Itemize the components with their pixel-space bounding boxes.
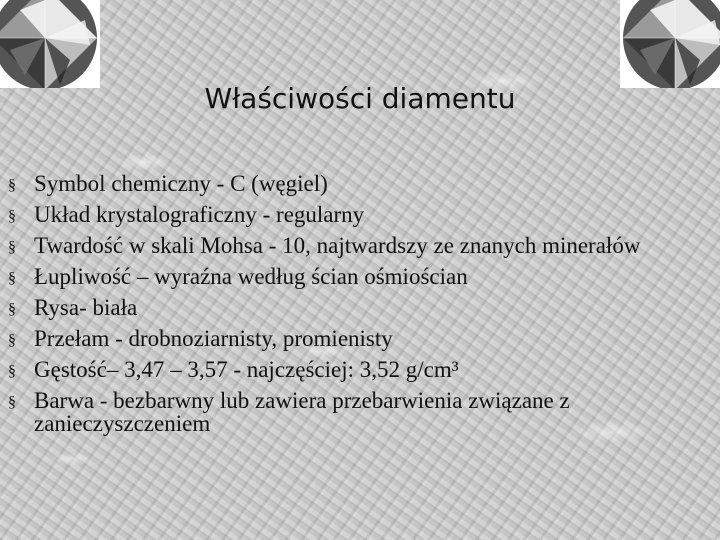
list-item [8, 172, 708, 195]
list-item-text: Symbol chemiczny - C (węgiel) [34, 171, 328, 196]
bullet-mark: § [8, 363, 16, 380]
list-item-text: Twardość w skali Mohsa - 10, najtwardszy ze znanych minerałów [34, 233, 641, 258]
bullet-mark: § [8, 332, 16, 349]
list-item-text: Barwa - bezbarwny lub zawiera przebarwienia związane z zanieczyszczeniem [34, 388, 570, 436]
bullet-mark: § [8, 270, 16, 287]
bullet-mark: § [8, 177, 16, 194]
slide-title: Właściwości diamentu [204, 82, 516, 115]
bullet-mark: § [8, 208, 16, 225]
list-item [8, 358, 708, 381]
list-item [8, 203, 708, 226]
diamond-image-left [0, 0, 100, 88]
list-item [8, 327, 708, 350]
list-item [8, 296, 708, 319]
bullet-mark: § [8, 239, 16, 256]
bullet-mark: § [8, 394, 16, 411]
list-item [8, 389, 708, 435]
list-item [8, 265, 708, 288]
list-item-text: Rysa- biała [34, 295, 138, 320]
bullet-list [8, 172, 708, 443]
list-item-text: Łupliwość – wyraźna według ścian ośmiościan [34, 264, 468, 289]
bullet-mark: § [8, 301, 16, 318]
list-item-text: Układ krystalograficzny - regularny [34, 202, 365, 227]
diamond-image-right [620, 0, 720, 88]
list-item [8, 234, 708, 257]
list-item-text: Gęstość– 3,47 – 3,57 - najczęściej: 3,52 g/cm³ [34, 357, 459, 382]
list-item-text: Przełam - drobnoziarnisty, promienisty [34, 326, 393, 351]
